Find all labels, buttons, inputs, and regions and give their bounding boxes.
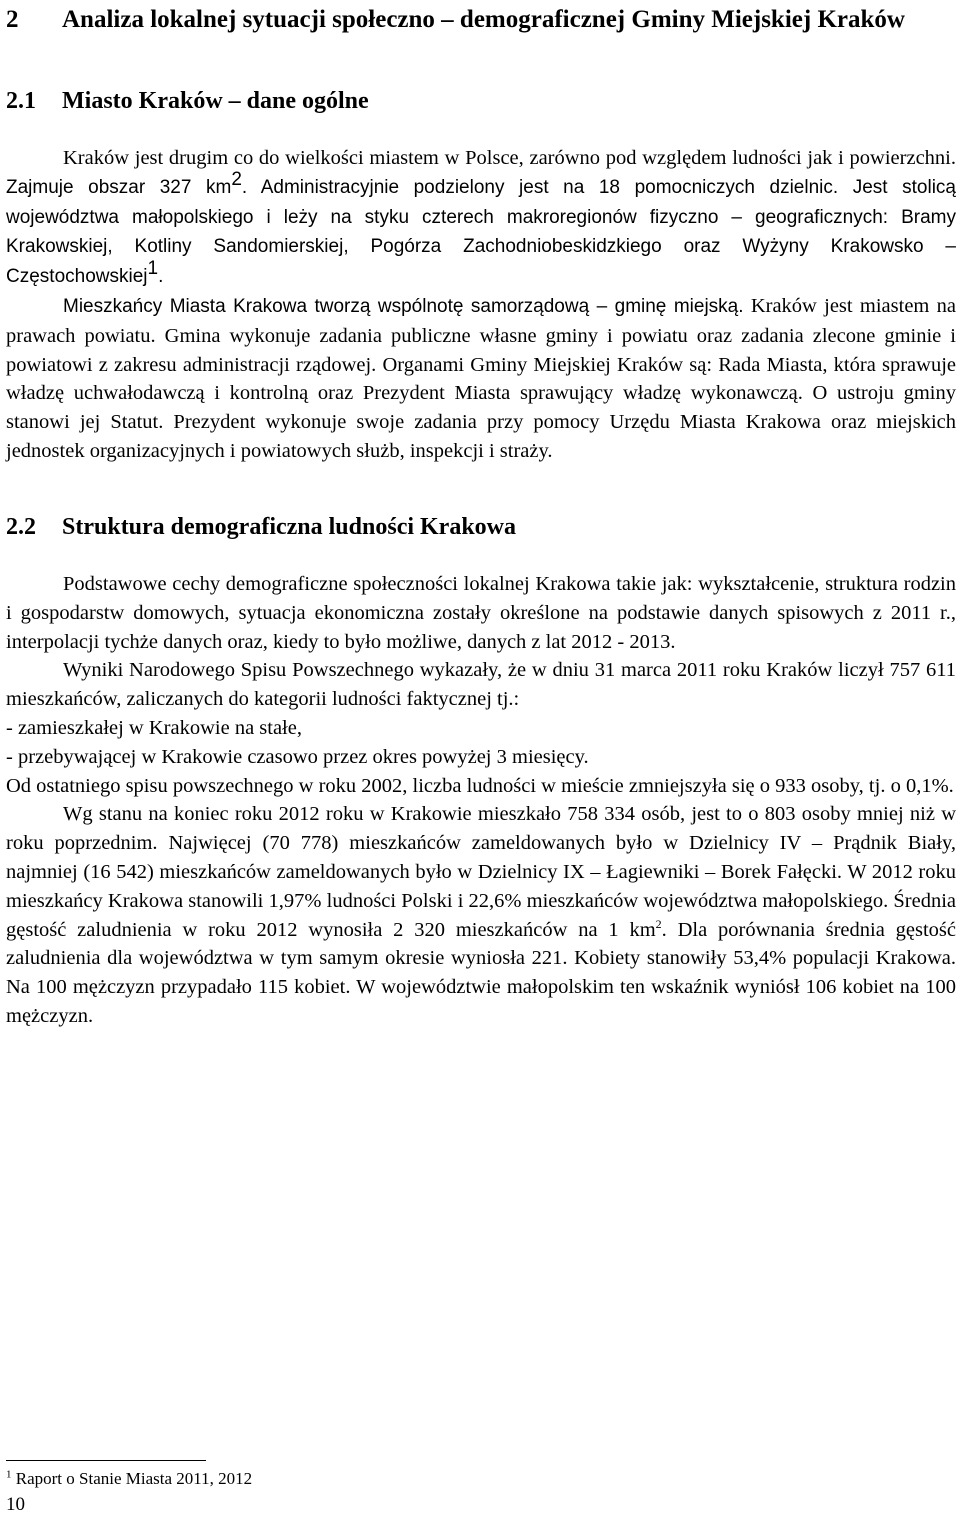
section-heading bbox=[6, 4, 956, 36]
paragraph bbox=[6, 292, 956, 466]
footnote-divider bbox=[6, 1460, 206, 1461]
subsection-title: Struktura demograficzna ludności Krakowa bbox=[62, 514, 517, 540]
footnote-text: Raport o Stanie Miasta 2011, 2012 bbox=[15, 1469, 253, 1488]
footnote-reference: 1 bbox=[147, 258, 159, 280]
section-title: Analiza lokalnej sytuacji społeczno – demograficznej Gminy Miejskiej Kraków bbox=[62, 6, 905, 33]
paragraph: Wyniki Narodowego Spisu Powszechnego wykazały, że w dniu 31 marca 2011 roku Kraków liczył 757 611 mieszkańców, zaliczanych do kategorii ludności faktycznej tj.: bbox=[6, 659, 956, 711]
list-item: - zamieszkałej w Krakowie na stałe, bbox=[6, 716, 302, 739]
paragraph-text: Kraków jest miastem na prawach powiatu. Gmina wykonuje zadania publiczne własne gminy i powiatu oraz zadania zlecone gminie i powiatowi z zakresu administracji rządowej. Organami Gminy Miejskiej Kraków są: Rada Miasta, która sprawuje władzę uchwałodawczą i kontrolną oraz Prezydent Miasta sprawujący władzę wykonawczą. O ustroju gminy stanowi jej Statut. Prezydent wykonuje swoje zadania przy pomocy Urzędu Miasta Krakowa oraz miejskich jednostek organizacyjnych i powiatowych służb, inspekcji i straży. bbox=[6, 294, 957, 462]
subsection-number: 2.1 bbox=[6, 88, 36, 114]
paragraph-text-sans: . Administracyjnie podzielony jest na 18 pomocniczych dzielnic. Jest stolicą województwa małopolskiego i leży na styku czterech makroregionów fizyczno – geograficznych: Bramy Krakowskiej, Kotliny Sandomierskiej, Pogórza Zachodniobeskidzkiego oraz Wyżyny Krakowsko – Częstochowskiej bbox=[6, 176, 956, 288]
subsection-2-2-body bbox=[6, 570, 956, 1031]
paragraph-text-sans: . bbox=[158, 266, 164, 288]
paragraph-text: Kraków jest drugim co do wielkości miastem w Polsce, zarówno pod względem ludności jak i powierzchni. bbox=[63, 147, 956, 169]
paragraph: Podstawowe cechy demograficzne społeczności lokalnej Krakowa takie jak: wykształcenie, struktura rodzin i gospodarstw domowych, sytuacja ekonomiczna zostały określone na podstawie danych spisowych z 2011 r., interpolacji tychże danych oraz, kiedy to było możliwe, danych z lat 2012 - 2013. bbox=[6, 573, 956, 653]
paragraph-text-sans: Zajmuje obszar 327 km bbox=[6, 176, 232, 198]
section-number: 2 bbox=[6, 6, 19, 33]
subsection-2-1-body bbox=[6, 144, 956, 466]
paragraph bbox=[6, 144, 956, 292]
footnote-marker: 1 bbox=[6, 1468, 12, 1481]
list-item: - przebywającej w Krakowie czasowo przez okres powyżej 3 miesięcy. bbox=[6, 745, 589, 768]
superscript: 2 bbox=[655, 916, 662, 931]
subsection-heading-2-2 bbox=[6, 512, 516, 542]
paragraph-text: . Dla porównania średnia gęstość zaludnienia dla województwa w tym samym okresie wyniosła 221. Kobiety stanowiły 53,4% populacji Krakowa. Na 100 mężczyzn przypadało 115 kobiet. W województwie małopolskim ten wskaźnik wyniósł 106 kobiet na 100 mężczyzn. bbox=[6, 918, 956, 1027]
page-number: 10 bbox=[6, 1494, 25, 1515]
paragraph: Od ostatniego spisu powszechnego w roku 2002, liczba ludności w mieście zmniejszyła się o 933 osoby, tj. o 0,1%. bbox=[6, 774, 954, 797]
superscript: 2 bbox=[231, 168, 242, 190]
paragraph bbox=[6, 800, 956, 1030]
footnote bbox=[6, 1468, 252, 1490]
subsection-number: 2.2 bbox=[6, 514, 36, 540]
paragraph-text: Wg stanu na koniec roku 2012 roku w Krakowie mieszkało 758 334 osób, jest to o 803 osoby mniej niż w roku poprzednim. Najwięcej (70 778) mieszkańców zameldowanych było w Dzielnicy IV – Prądnik Biały, najmniej (16 542) mieszkańców zameldowanych było w Dzielnicy IX – Łagiewniki – Borek Fałęcki. W 2012 roku mieszkańcy Krakowa stanowili 1,97% ludności Polski i 22,6% mieszkańców województwa małopolskiego. Średnia gęstość zaludnienia w roku 2012 wynosiła 2 320 mieszkańców na 1 km bbox=[6, 803, 956, 941]
paragraph-text-sans: Mieszkańcy Miasta Krakowa tworzą wspólnotę samorządową – gminę miejską. bbox=[63, 295, 744, 317]
subsection-heading-2-1 bbox=[6, 86, 369, 116]
subsection-title: Miasto Kraków – dane ogólne bbox=[62, 88, 369, 114]
